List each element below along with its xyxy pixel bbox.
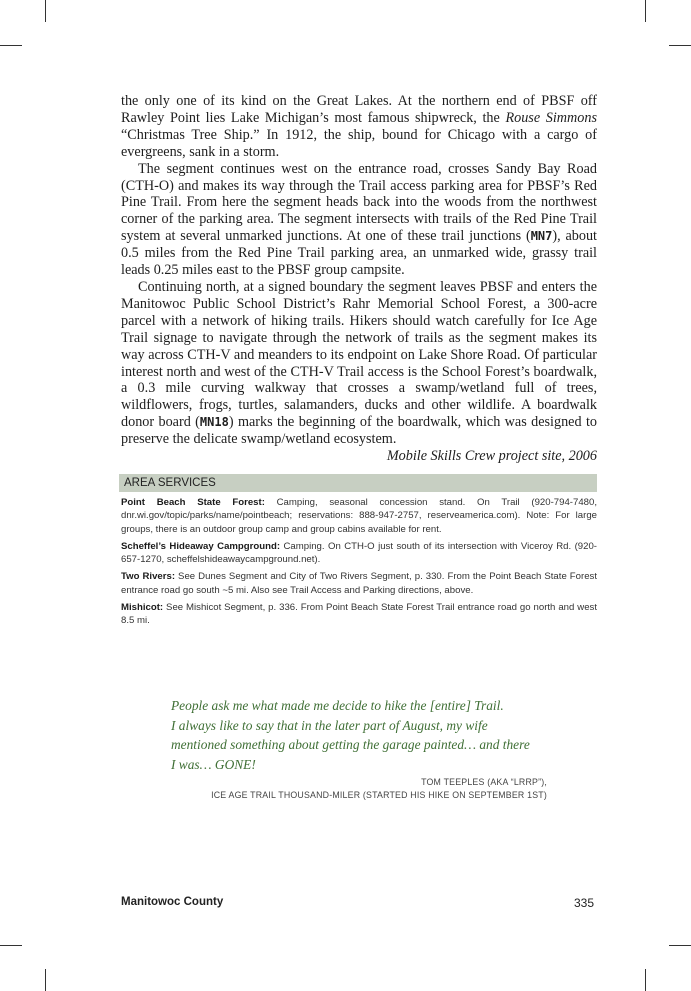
- crop-mark: [0, 945, 22, 946]
- paragraph-3: Continuing north, at a signed boundary the segment leaves PBSF and enters the Manitowoc Public School District’s Rahr Memorial School Forest, a 300-acre parcel with a network of hiking trails. Hikers should watch carefully for Ice Age Trail signage to navigate through the network of trails as the segment makes its way across CTH-V and meanders to its endpoint on Lake Shore Road. Of particular interest north and west of the CTH-V Trail access is the School Forest’s boardwalk, a 0.3 mile curving walkway that crosses a swamp/wetland full of trees, wildflowers, frogs, turtles, salamanders, ducks and other wildlife. A boardwalk donor board (MN18) marks the beginning of the boardwalk, which was designed to preserve the delicate swamp/wetland ecosystem.: [121, 278, 597, 448]
- pull-quote: [171, 696, 551, 774]
- service-item: Scheffel’s Hideaway Campground: Camping. On CTH-O just south of its intersection with Viceroy Rd. (920-657-1270, scheffelshideawaycampground.net).: [121, 540, 597, 566]
- service-item: Point Beach State Forest: Camping, seasonal concession stand. On Trail (920-794-7480, dnr.wi.gov/topic/parks/name/pointbeach; reservations: 888-947-2757, reserveamerica.com). Note: For large groups, there is an outdoor group camp and group cabins available for rent.: [121, 497, 597, 535]
- crop-mark: [45, 969, 46, 991]
- page-number: 335: [573, 896, 594, 910]
- crop-mark: [645, 969, 646, 991]
- crop-mark: [0, 45, 22, 46]
- paragraph-1: the only one of its kind on the Great Lakes. At the northern end of PBSF off Rawley Point lies Lake Michigan’s most famous shipwreck, the Rouse Simmons “Christmas Tree Ship.” In 1912, the ship, bound for Chicago with a cargo of evergreens, sank in a storm.: [121, 93, 597, 160]
- quote-line: I always like to say that in the later part of August, my wife: [171, 717, 488, 733]
- junction-marker: MN18: [199, 415, 229, 430]
- crop-mark: [45, 0, 46, 22]
- paragraph-2: The segment continues west on the entrance road, crosses Sandy Bay Road (CTH-O) and makes its way through the Trail access parking area for PBSF’s Red Pine Trail. From here the segment heads back into the woods from the northwest corner of the parking area. The segment intersects with trails of the Red Pine Trail system at several unmarked junctions. At one of these trail junctions (MN7), about 0.5 miles from the Red Pine Trail parking area, an unmarked wide, grassy trail leads 0.25 miles east to the PBSF group campsite.: [121, 160, 597, 279]
- crop-mark: [645, 0, 646, 22]
- junction-marker: MN7: [530, 229, 553, 244]
- quote-attribution: TOM TEEPLES (AKA “LRRP”), ICE AGE TRAIL THOUSAND-MILER (STARTED HIS HIKE ON SEPTEMBER 1ST): [211, 777, 547, 800]
- footer-section-title: Manitowoc County: [121, 896, 224, 908]
- service-item: Mishicot: See Mishicot Segment, p. 336. From Point Beach State Forest Trail entrance road go north and west 8.5 mi.: [121, 602, 597, 627]
- quote-line: mentioned something about getting the garage painted… and there: [171, 737, 530, 752]
- crop-mark: [669, 45, 691, 46]
- photo-credit: Mobile Skills Crew project site, 2006: [386, 448, 597, 465]
- area-services-header: AREA SERVICES: [119, 474, 597, 492]
- area-services-list: [121, 496, 597, 632]
- service-item: Two Rivers: See Dunes Segment and City of Two Rivers Segment, p. 330. From the Point Beach State Forest entrance road go south ~5 mi. Also see Trail Access and Parking directions, above.: [121, 571, 597, 596]
- crop-mark: [669, 945, 691, 946]
- body-text: [121, 93, 597, 465]
- quote-line: I was… GONE!: [171, 756, 256, 772]
- quote-line: People ask me what made me decide to hike the [entire] Trail.: [171, 698, 504, 713]
- ship-name: Rouse Simmons: [505, 109, 597, 126]
